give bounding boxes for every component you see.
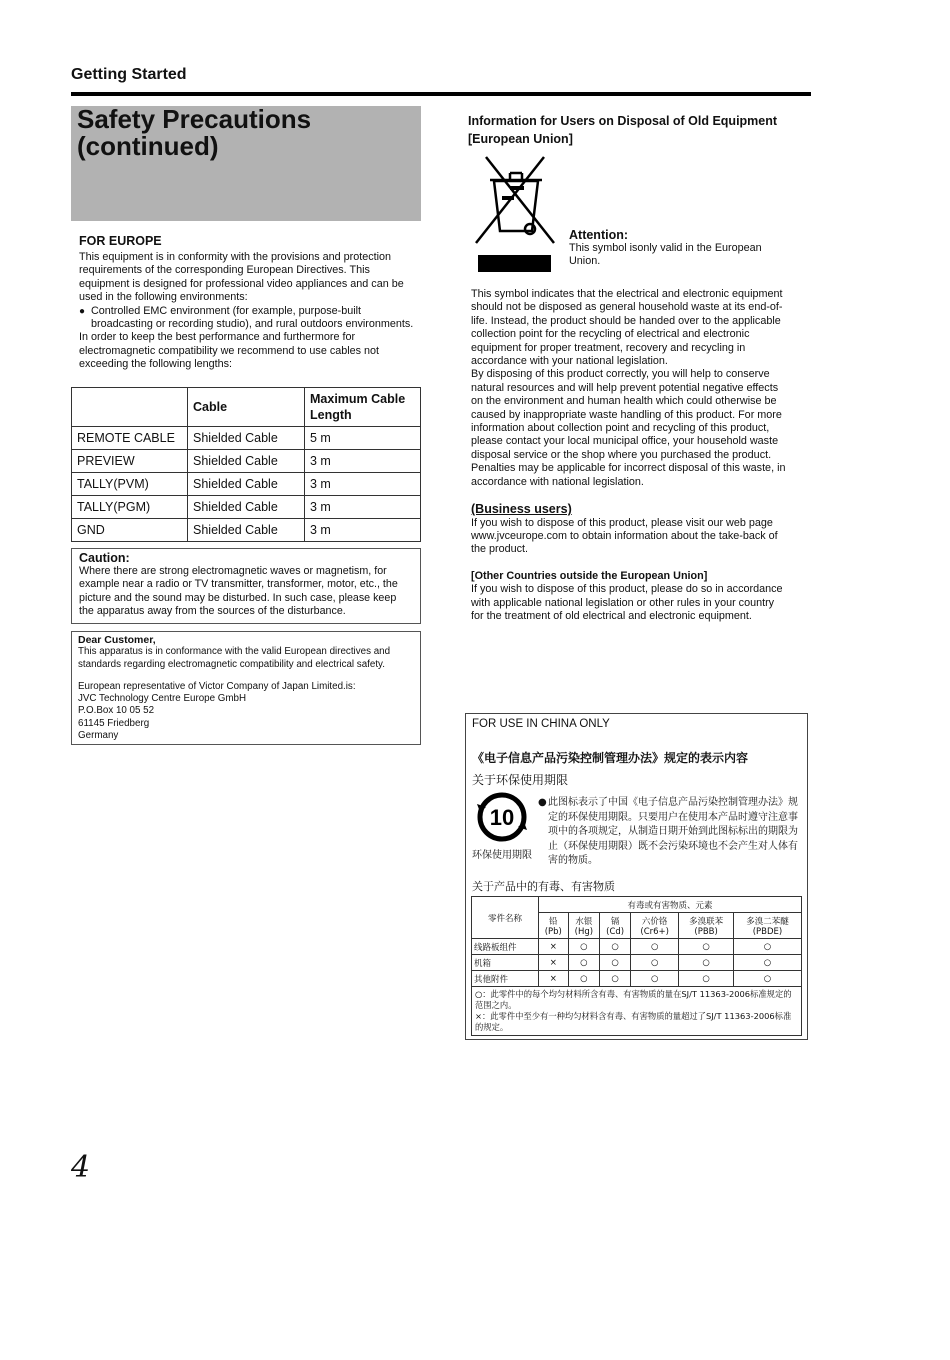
table-cell: Shielded Cable <box>188 519 305 542</box>
address-line: P.O.Box 10 05 52 <box>78 705 155 717</box>
part-name-cell: 线路板组件 <box>472 939 539 955</box>
mark-cell: ○ <box>568 955 600 971</box>
attention-text: This symbol isonly valid in the European Union. <box>569 242 762 268</box>
table-row <box>472 939 802 955</box>
europe-heading: FOR EUROPE <box>79 234 162 248</box>
table-cell: 3 m <box>305 496 421 519</box>
mark-cell: ○ <box>733 971 801 987</box>
substance-header: 多溴联苯 (PBB) <box>679 913 734 939</box>
table-cell: 3 m <box>305 450 421 473</box>
mark-cell: ○ <box>679 939 734 955</box>
caution-box <box>71 548 421 624</box>
disposal-paragraph-2: By disposing of this product correctly, you will help to conserve natural resources and will help prevent potential negative effects on the environment and human health which could otherwise be caused by inappropriate waste handling of this product. For more information about collection point and recycling of this product, please contact your local municipal office, your household waste disposal service or the shop where you purchased the product. Penalties may be applicable for incorrect disposal of this waste, in accordance with national legislation. <box>471 368 786 488</box>
bullet-icon: ● <box>79 305 86 317</box>
substance-header: 多溴二苯醚 (PBDE) <box>733 913 801 939</box>
attention-block <box>569 228 791 269</box>
mark-cell: ○ <box>679 955 734 971</box>
mark-cell: ○ <box>733 955 801 971</box>
title-line-2: (continued) <box>77 131 219 161</box>
eco-period-number: 10 <box>489 805 515 830</box>
disposal-heading-1: Information for Users on Disposal of Old Equipment <box>468 114 778 128</box>
mark-cell: ○ <box>631 971 679 987</box>
title-box <box>71 106 421 221</box>
eco-period-10-icon <box>477 792 527 842</box>
china-label: FOR USE IN CHINA ONLY <box>472 718 610 730</box>
address-line: Germany <box>78 730 119 742</box>
mark-cell: ○ <box>631 955 679 971</box>
mark-cell: × <box>539 971 569 987</box>
table-row <box>472 987 802 1036</box>
disposal-paragraph-1: This symbol indicates that the electrical and electronic equipment should not be disposed as general household waste at its end-of-life. Instead, the product should be handed over to the applicable collection point for the recycling of electrical and electronic equipment for proper treatment, recovery and recycling in accordance with your national legislation. <box>471 288 783 368</box>
mark-cell: ○ <box>568 939 600 955</box>
table-cell: GND <box>72 519 188 542</box>
note-o: ○：此零件中的每个均匀材料所含有毒、有害物质的量在SJ/T 11363-2006标准规定的范围之内。 <box>475 989 792 1010</box>
mark-cell: ○ <box>600 971 631 987</box>
substance-header: 镉 (Cd) <box>600 913 631 939</box>
mark-cell: ○ <box>568 971 600 987</box>
table-cell: Shielded Cable <box>188 450 305 473</box>
title-line-1: Safety Precautions <box>77 104 312 134</box>
table-row <box>72 519 421 542</box>
table-cell: 3 m <box>305 519 421 542</box>
business-text: If you wish to dispose of this product, please visit our web page www.jvceurope.com to obtain information about the take-back of the product. <box>471 516 778 556</box>
address-line: European representative of Victor Company of Japan Limited.is: <box>78 680 356 692</box>
table-cell: Shielded Cable <box>188 496 305 519</box>
table-cell: 5 m <box>305 427 421 450</box>
europe-bullet <box>79 305 417 332</box>
table-row <box>72 473 421 496</box>
table-cell: Shielded Cable <box>188 473 305 496</box>
cable-table-header: Cable <box>188 388 305 427</box>
page-title <box>77 106 311 160</box>
table-cell: Shielded Cable <box>188 427 305 450</box>
cable-table <box>71 387 421 542</box>
europe-intro: This equipment is in conformity with the provisions and protection requirements of the corresponding European Directives. This equipment is designed for professional video appliances and can be used in the following environments: <box>79 251 404 304</box>
substance-header: 水银 (Hg) <box>568 913 600 939</box>
mark-cell: × <box>539 939 569 955</box>
disposal-heading <box>468 112 788 148</box>
bullet-icon: ● <box>538 797 547 808</box>
table-cell: TALLY(PGM) <box>72 496 188 519</box>
china-bullet-text: 此图标表示了中国《电子信息产品污染控制管理办法》规定的环保使用期限。只要用户在使用本产品时遵守注意事项中的各项规定，从制造日期开始到此图标标出的期限为止（环保使用期限）既不会污染环境也不会产生对人体有害的物质。 <box>548 797 798 866</box>
top-rule <box>71 92 811 96</box>
cable-table-header: Maximum Cable Length <box>305 388 421 427</box>
mark-cell: ○ <box>679 971 734 987</box>
table-row <box>472 955 802 971</box>
table-row <box>72 450 421 473</box>
europe-bullet-text: Controlled EMC environment (for example, purpose-built broadcasting or recording studio), and rural outdoors environments. <box>91 304 414 331</box>
dear-customer-box <box>71 631 421 745</box>
disposal-body <box>471 288 789 623</box>
china-title: 《电子信息产品污染控制管理办法》规定的表示内容 <box>472 751 749 765</box>
table-row <box>472 971 802 987</box>
caution-text: Where there are strong electromagnetic waves or magnetism, for example near a radio or TV transmitter, transformer, motor, etc., the picture and the sound may be disturbed. In such case, please keep the apparatus away from the sources of the disturbance. <box>79 565 398 618</box>
business-heading: (Business users) <box>471 502 572 517</box>
mark-cell: ○ <box>631 939 679 955</box>
address-line: 61145 Friedberg <box>78 717 150 729</box>
caution-heading: Caution: <box>79 551 130 565</box>
mark-cell: ○ <box>600 939 631 955</box>
part-name-cell: 机箱 <box>472 955 539 971</box>
table-row <box>72 496 421 519</box>
hazard-table <box>471 896 802 1036</box>
cable-table-header <box>72 388 188 427</box>
logo-caption: 环保使用期限 <box>472 850 532 861</box>
hazard-group-header: 有毒或有害物质、元素 <box>539 897 802 913</box>
cable-table-header-row <box>72 388 421 427</box>
hazard-heading: 关于产品中的有毒、有害物质 <box>472 880 615 893</box>
attention-heading: Attention: <box>569 228 629 242</box>
table-cell: REMOTE CABLE <box>72 427 188 450</box>
table-row <box>472 897 802 913</box>
substance-header: 六价铬 (Cr6+) <box>631 913 679 939</box>
table-cell: PREVIEW <box>72 450 188 473</box>
page-number: 4 <box>71 1150 91 1185</box>
table-row <box>72 427 421 450</box>
table-cell: TALLY(PVM) <box>72 473 188 496</box>
table-notes <box>472 987 802 1036</box>
europe-recommend: In order to keep the best performance and furthermore for electromagnetic compatibility we recommend to use cables not exceeding the following lengths: <box>79 331 380 371</box>
crossed-out-bin-icon <box>472 153 562 275</box>
note-x: ×：此零件中至少有一种均匀材料含有毒、有害物质的量超过了SJ/T 11363-2006标准的规定。 <box>475 1011 792 1032</box>
china-bullet <box>538 796 803 869</box>
section-label: Getting Started <box>71 66 187 83</box>
substance-header: 铅 (Pb) <box>539 913 569 939</box>
other-countries-text: If you wish to dispose of this product, please do so in accordance with applicable national legislation or other rules in your country for the treatment of old electrical and electronic equipment. <box>471 583 783 622</box>
mark-cell: ○ <box>600 955 631 971</box>
dear-address <box>78 681 414 742</box>
address-line: JVC Technology Centre Europe GmbH <box>78 693 247 705</box>
period-heading: 关于环保使用期限 <box>472 773 569 787</box>
dear-text: This apparatus is in conformance with the valid European directives and standards regarding electromagnetic compatibility and electrical safety. <box>78 646 391 670</box>
mark-cell: × <box>539 955 569 971</box>
disposal-heading-2: [European Union] <box>468 132 573 146</box>
part-name-cell: 其他附件 <box>472 971 539 987</box>
part-name-header: 零件名称 <box>472 897 539 939</box>
china-box <box>465 713 808 1040</box>
table-cell: 3 m <box>305 473 421 496</box>
dear-heading: Dear Customer, <box>78 634 156 646</box>
mark-cell: ○ <box>733 939 801 955</box>
europe-section <box>79 234 417 372</box>
other-countries-heading: [Other Countries outside the European Union] <box>471 569 708 582</box>
